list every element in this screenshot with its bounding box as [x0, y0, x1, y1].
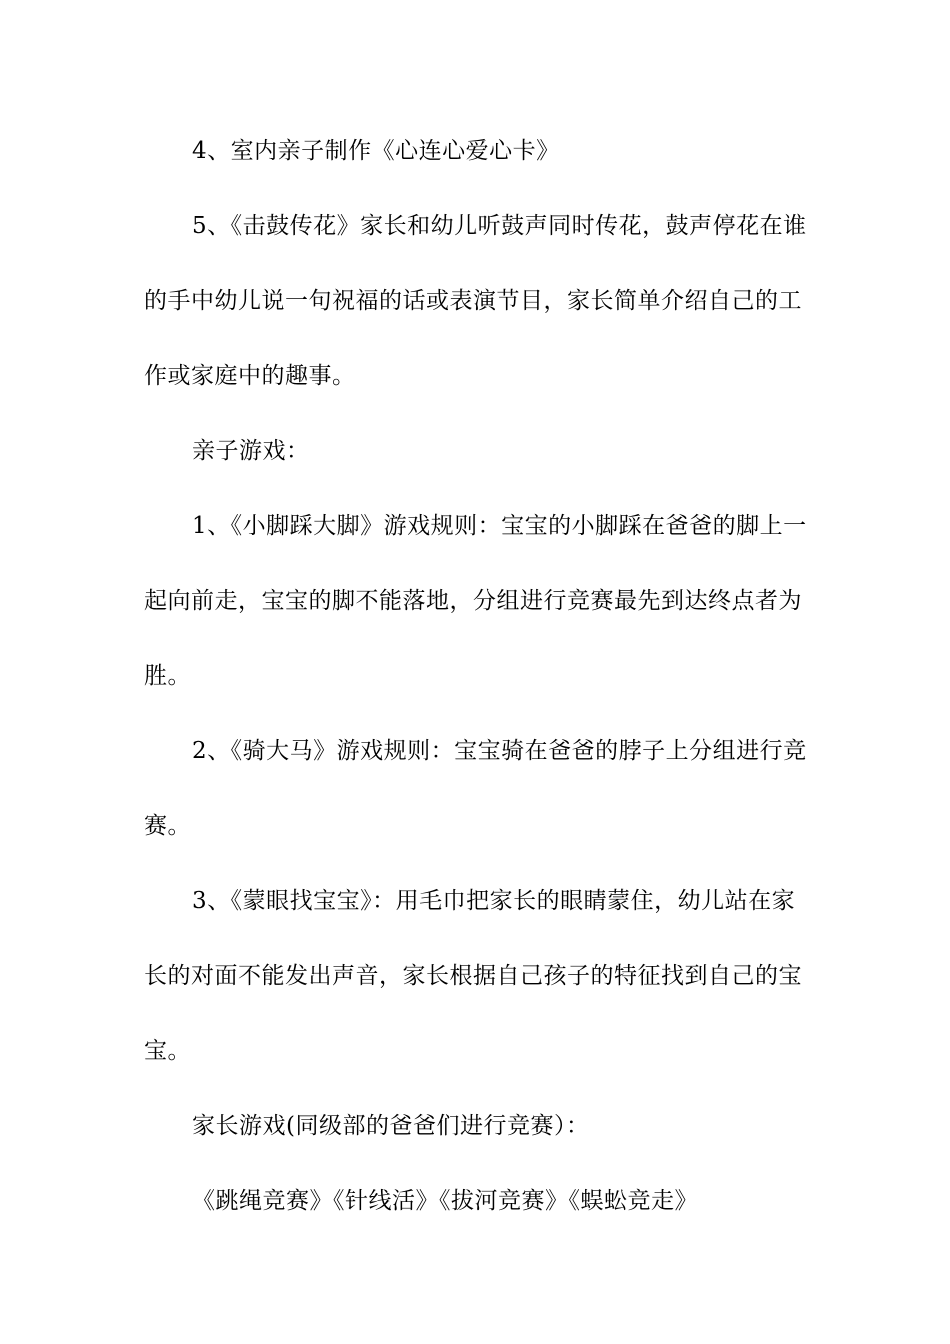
- paragraph-parent-game-list: 《跳绳竞赛》《针线活》《拔河竞赛》《蜈蚣竞走》: [192, 1188, 698, 1214]
- paragraph-blindfold-find-baby: 3、《蒙眼找宝宝》：用毛巾把家长的眼睛蒙住，幼儿站在家长的对面不能发出声音，家长根据自己孩子的特征找到自己的宝宝。: [144, 888, 802, 1064]
- paragraph-small-feet-big-feet: 1、《小脚踩大脚》游戏规则：宝宝的小脚踩在爸爸的脚上一起向前走，宝宝的脚不能落地，分组进行竞赛最先到达终点者为胜。: [144, 513, 807, 689]
- paragraph-craft-activity: 4、室内亲子制作《心连心爱心卡》: [192, 138, 560, 164]
- section-heading-parent-games: 家长游戏(同级部的爸爸们进行竞赛）：: [192, 1113, 590, 1139]
- paragraph-pass-the-flower: 5、《击鼓传花》家长和幼儿听鼓声同时传花，鼓声停花在谁的手中幼儿说一句祝福的话或表演节目，家长简单介绍自己的工作或家庭中的趣事。: [144, 213, 807, 389]
- section-heading-parent-child-games: 亲子游戏：: [192, 438, 310, 464]
- paragraph-ride-big-horse: 2、《骑大马》游戏规则：宝宝骑在爸爸的脖子上分组进行竞赛。: [144, 738, 807, 839]
